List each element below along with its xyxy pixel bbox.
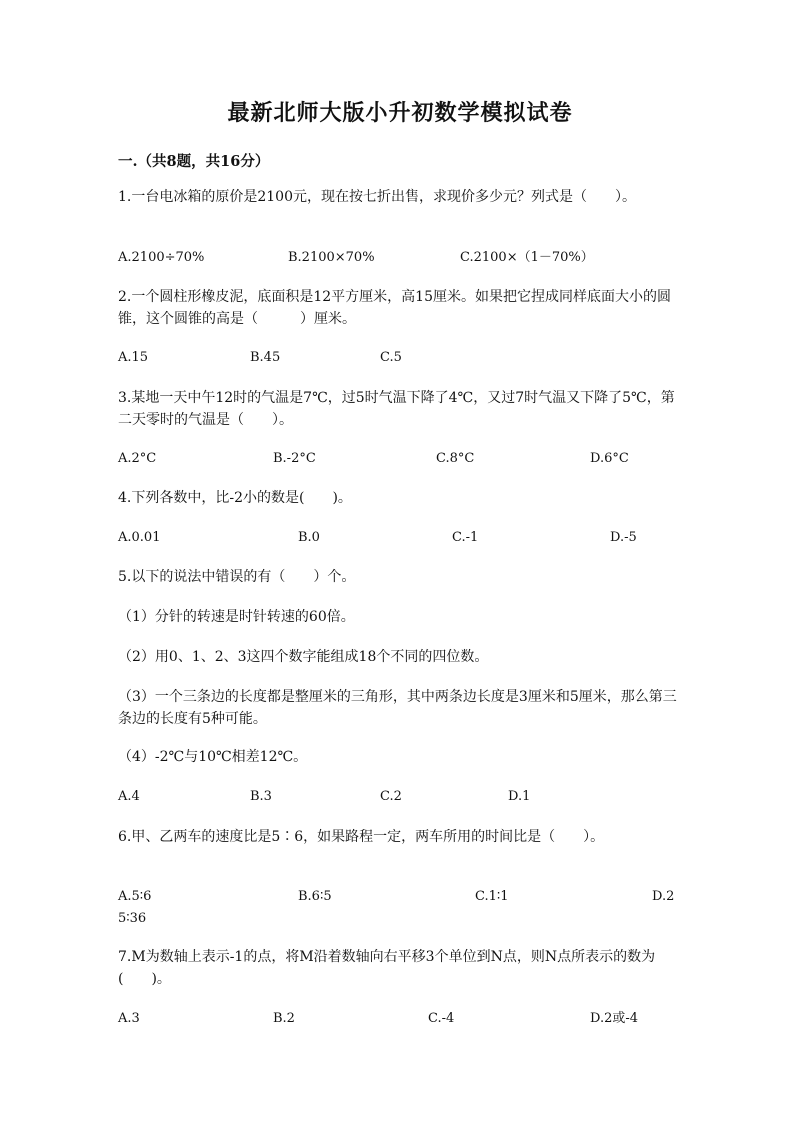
- option-b: B.2: [273, 1011, 295, 1026]
- question-3-stem: 3.某地一天中午12时的气温是7℃，过5时气温下降了4℃，又过7时气温又下降了5℃，第二天零时的气温是（ ）。: [118, 390, 675, 428]
- option-d: D.2: [652, 889, 675, 904]
- option-c: C.-1: [452, 530, 479, 545]
- section-heading: 一.（共8题，共16分）: [118, 153, 270, 170]
- question-1-stem: 1.一台电冰箱的原价是2100元，现在按七折出售，求现价多少元？列式是（ ）。: [118, 189, 636, 205]
- statement-1: （1）分针的转速是时针转速的60倍。: [118, 609, 355, 625]
- option-d: D.2或-4: [590, 1011, 639, 1026]
- question-6-options: [118, 886, 688, 908]
- option-d: D.6°C: [590, 451, 629, 466]
- option-a: A.3: [118, 1011, 140, 1026]
- statement-4: （4）-2℃与10℃相差12℃。: [118, 749, 308, 765]
- option-c: C.1∶1: [475, 889, 509, 904]
- option-c: C.2100×（1－70%）: [460, 250, 594, 265]
- option-c: C.8°C: [436, 451, 475, 466]
- question-5-stem: 5.以下的说法中错误的有（ ）个。: [118, 569, 356, 585]
- option-d: D.1: [508, 789, 531, 804]
- option-d-continued: 5∶36: [118, 911, 147, 926]
- option-a: A.0.01: [118, 530, 161, 545]
- question-7-stem: 7.M为数轴上表示-1的点，将M沿着数轴向右平移3个单位到N点，则N点所表示的数为( )。: [118, 949, 656, 987]
- question-4-stem: 4.下列各数中，比-2小的数是( )。: [118, 490, 352, 506]
- question-2-stem: 2.一个圆柱形橡皮泥，底面积是12平方厘米，高15厘米。如果把它捏成同样底面大小的圆锥，这个圆锥的高是（ ）厘米。: [118, 289, 671, 327]
- question-5-options: [118, 786, 688, 808]
- question-1-options: [118, 247, 688, 269]
- option-a: A.5∶6: [118, 889, 152, 904]
- option-c: C.5: [380, 350, 402, 365]
- question-2-options: [118, 347, 688, 369]
- option-a: A.15: [118, 350, 149, 365]
- option-c: C.2: [380, 789, 402, 804]
- option-b: B.3: [250, 789, 272, 804]
- option-b: B.0: [298, 530, 320, 545]
- option-b: B.-2°C: [273, 451, 316, 466]
- option-b: B.45: [250, 350, 281, 365]
- exam-title: 最新北师大版小升初数学模拟试卷: [227, 100, 573, 126]
- option-a: A.2100÷70%: [118, 250, 205, 265]
- option-a: A.2°C: [118, 451, 157, 466]
- statement-3: （3）一个三条边的长度都是整厘米的三角形，其中两条边长度是3厘米和5厘米，那么第三条边的长度有5种可能。: [118, 689, 677, 727]
- option-c: C.-4: [428, 1011, 455, 1026]
- statement-2: （2）用0、1、2、3这四个数字能组成18个不同的四位数。: [118, 649, 489, 665]
- option-b: B.2100×70%: [288, 250, 375, 265]
- option-b: B.6∶5: [298, 889, 332, 904]
- question-6-option-wrap: [118, 908, 688, 930]
- question-4-options: [118, 527, 688, 549]
- option-d: D.-5: [610, 530, 637, 545]
- question-3-options: [118, 448, 688, 470]
- option-a: A.4: [118, 789, 140, 804]
- question-6-stem: 6.甲、乙两车的速度比是5∶6，如果路程一定，两车所用的时间比是（ ）。: [118, 829, 605, 845]
- question-7-options: [118, 1008, 688, 1030]
